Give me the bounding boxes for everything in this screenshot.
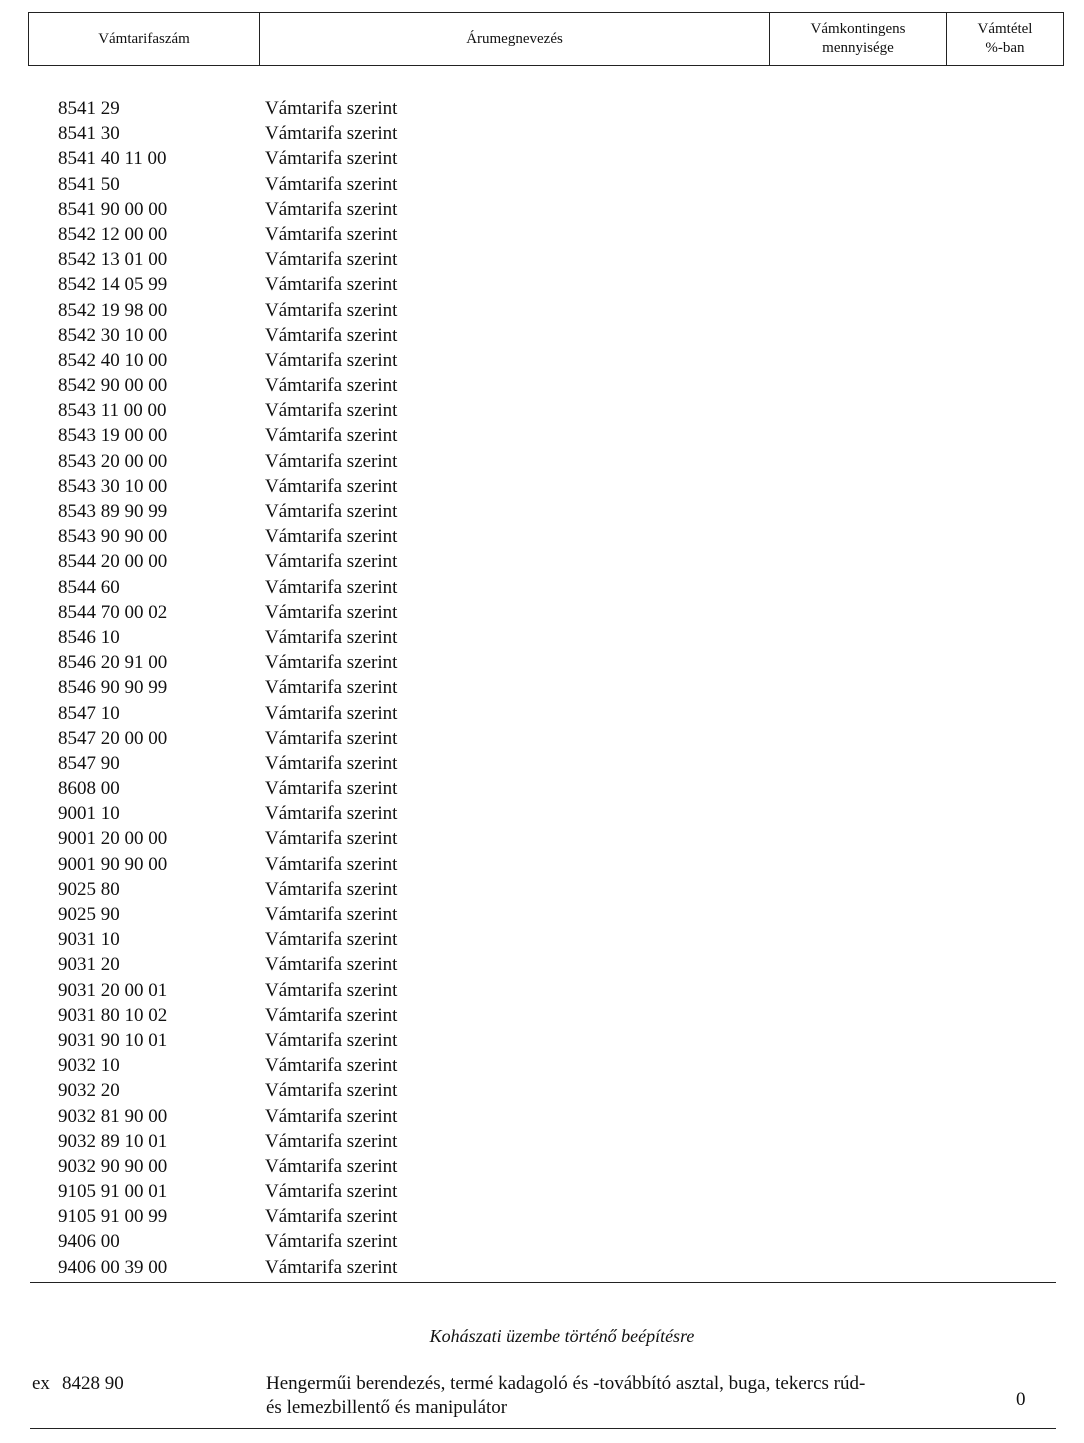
row-code: 8541 29	[58, 98, 120, 119]
table-row	[0, 1129, 1084, 1154]
table-row	[0, 726, 1084, 751]
row-code: 9001 20 00 00	[58, 828, 168, 850]
row-description: Vámtarifa szerint	[265, 123, 398, 145]
row-description: Vámtarifa szerint	[265, 803, 398, 825]
row-description: Vámtarifa szerint	[265, 450, 398, 472]
row-code: 8546 10	[58, 626, 120, 648]
table-row	[0, 146, 1084, 171]
table-row	[0, 1104, 1084, 1129]
table-row	[0, 776, 1084, 801]
row-code: 9031 10	[58, 929, 120, 951]
row-description: Vámtarifa szerint	[265, 929, 398, 951]
bottom-rule	[30, 1428, 1056, 1429]
row-code: 9031 90 10 01	[58, 1029, 168, 1051]
table-row	[0, 272, 1084, 297]
row-code: 9025 90	[58, 904, 120, 925]
row-description: Vámtarifa szerint	[265, 475, 398, 497]
row-code: 8541 90 00 00	[58, 198, 168, 220]
row-description: Vámtarifa szerint	[265, 349, 398, 371]
row-code: 9105 91 00 01	[58, 1181, 168, 1203]
row-code: 8547 20 00 00	[58, 727, 168, 749]
row-code: 9001 10	[58, 803, 120, 825]
table-row	[0, 398, 1084, 423]
row-description: Vámtarifa szerint	[265, 702, 398, 724]
row-code: 8543 89 90 99	[58, 501, 168, 522]
row-description: Vámtarifa szerint	[265, 274, 398, 296]
table-row	[0, 549, 1084, 574]
row-code: 8542 14 05 99	[58, 274, 168, 296]
row-code: 9032 81 90 00	[58, 1105, 168, 1127]
row-description: Vámtarifa szerint	[265, 1105, 398, 1127]
table-row	[0, 121, 1084, 146]
table-row	[0, 524, 1084, 549]
row-code: 9031 80 10 02	[58, 1004, 168, 1026]
row-code: 8541 40 11 00	[58, 148, 167, 170]
row-description: Vámtarifa szerint	[265, 904, 398, 925]
table-row	[0, 474, 1084, 499]
row-code: 8608 00	[58, 778, 120, 800]
row-description: Vámtarifa szerint	[265, 501, 398, 522]
header-quota-quantity: Vámkontingens mennyisége	[770, 13, 947, 65]
table-row	[0, 298, 1084, 323]
table-row	[0, 675, 1084, 700]
table-row	[0, 323, 1084, 348]
row-code: 8542 13 01 00	[58, 249, 168, 271]
row-code: 8543 11 00 00	[58, 400, 167, 422]
row-code: 8543 20 00 00	[58, 450, 168, 472]
table-row	[0, 927, 1084, 952]
row-code: 8544 70 00 02	[58, 601, 168, 623]
entry-description: Hengerműi berendezés, termé kadagoló és -továbbító asztal, buga, tekercs rúd- és lemezbillentő és manipulátor	[266, 1373, 866, 1418]
row-description: Vámtarifa szerint	[265, 198, 398, 220]
row-code: 8543 19 00 00	[58, 425, 168, 447]
entry-code: 8428 90	[62, 1373, 124, 1394]
row-code: 9025 80	[58, 878, 120, 900]
row-code: 8544 60	[58, 576, 120, 598]
row-description: Vámtarifa szerint	[265, 576, 398, 598]
table-row	[0, 499, 1084, 524]
row-description: Vámtarifa szerint	[265, 601, 398, 623]
entry-prefix: ex	[32, 1373, 50, 1394]
table-row	[0, 701, 1084, 726]
table-row	[0, 575, 1084, 600]
section-title: Kohászati üzembe történő beépítésre	[429, 1326, 695, 1346]
table-row	[0, 826, 1084, 851]
row-description: Vámtarifa szerint	[265, 223, 398, 245]
table-row	[0, 348, 1084, 373]
row-code: 8544 20 00 00	[58, 551, 168, 573]
table-row	[0, 1154, 1084, 1179]
row-code: 8542 19 98 00	[58, 299, 168, 321]
row-description: Vámtarifa szerint	[265, 979, 398, 1001]
table-row	[0, 978, 1084, 1003]
row-code: 9406 00	[58, 1231, 120, 1253]
table-row	[0, 449, 1084, 474]
table-row	[0, 1229, 1084, 1254]
row-code: 9032 10	[58, 1055, 120, 1077]
table-row	[0, 1255, 1084, 1280]
row-description: Vámtarifa szerint	[265, 299, 398, 321]
row-description: Vámtarifa szerint	[265, 1029, 398, 1051]
table-row	[0, 1003, 1084, 1028]
row-description: Vámtarifa szerint	[265, 249, 398, 271]
header-goods-description: Árumegnevezés	[260, 13, 770, 65]
table-row	[0, 1179, 1084, 1204]
table-row	[0, 1078, 1084, 1103]
row-description: Vámtarifa szerint	[265, 828, 398, 850]
row-description: Vámtarifa szerint	[265, 173, 398, 195]
row-description: Vámtarifa szerint	[265, 1231, 398, 1253]
row-description: Vámtarifa szerint	[265, 551, 398, 573]
row-description: Vámtarifa szerint	[265, 1256, 398, 1278]
row-code: 8542 30 10 00	[58, 324, 168, 346]
row-description: Vámtarifa szerint	[265, 752, 398, 774]
header-duty-rate: Vámtétel %-ban	[977, 21, 1033, 56]
row-code: 8546 90 90 99	[58, 677, 168, 699]
header-tariff-number: Vámtarifaszám	[29, 13, 260, 65]
table-row	[0, 650, 1084, 675]
table-row	[0, 852, 1084, 877]
tariff-rows	[0, 96, 1084, 1280]
table-row	[0, 96, 1084, 121]
row-code: 9032 20	[58, 1080, 120, 1102]
table-row	[0, 600, 1084, 625]
row-code: 8542 40 10 00	[58, 349, 168, 371]
entry-rate: 0	[1016, 1389, 1026, 1410]
table-header	[28, 12, 1064, 66]
row-code: 8541 30	[58, 123, 120, 145]
row-description: Vámtarifa szerint	[265, 853, 398, 875]
table-row	[0, 902, 1084, 927]
row-code: 9032 90 90 00	[58, 1155, 168, 1177]
row-description: Vámtarifa szerint	[265, 727, 398, 749]
row-description: Vámtarifa szerint	[265, 324, 398, 346]
row-description: Vámtarifa szerint	[265, 1206, 398, 1228]
row-code: 9105 91 00 99	[58, 1206, 168, 1228]
table-row	[0, 877, 1084, 902]
table-row	[0, 952, 1084, 977]
table-row	[0, 222, 1084, 247]
row-code: 8543 30 10 00	[58, 475, 168, 497]
row-code: 8547 10	[58, 702, 120, 724]
table-row	[0, 801, 1084, 826]
row-description: Vámtarifa szerint	[265, 677, 398, 699]
row-code: 9406 00 39 00	[58, 1256, 168, 1278]
table-row	[0, 1053, 1084, 1078]
row-description: Vámtarifa szerint	[265, 778, 398, 800]
table-row	[0, 197, 1084, 222]
table-row	[0, 1028, 1084, 1053]
row-code: 9031 20 00 01	[58, 979, 168, 1001]
row-description: Vámtarifa szerint	[265, 1155, 398, 1177]
row-description: Vámtarifa szerint	[265, 526, 398, 548]
row-description: Vámtarifa szerint	[265, 1130, 398, 1152]
row-description: Vámtarifa szerint	[265, 1080, 398, 1102]
row-description: Vámtarifa szerint	[265, 626, 398, 648]
row-description: Vámtarifa szerint	[265, 425, 398, 447]
section-divider	[30, 1282, 1056, 1283]
row-description: Vámtarifa szerint	[265, 1055, 398, 1077]
row-code: 9031 20	[58, 954, 120, 976]
row-description: Vámtarifa szerint	[265, 375, 398, 397]
row-description: Vámtarifa szerint	[265, 954, 398, 976]
row-description: Vámtarifa szerint	[265, 400, 398, 422]
table-row	[0, 247, 1084, 272]
table-row	[0, 172, 1084, 197]
row-code: 8546 20 91 00	[58, 652, 168, 674]
row-description: Vámtarifa szerint	[265, 98, 398, 119]
row-code: 8543 90 90 00	[58, 526, 168, 548]
row-description: Vámtarifa szerint	[265, 878, 398, 900]
table-row	[0, 625, 1084, 650]
table-row	[0, 1204, 1084, 1229]
table-row	[0, 373, 1084, 398]
row-code: 8541 50	[58, 173, 120, 195]
table-row	[0, 751, 1084, 776]
row-description: Vámtarifa szerint	[265, 148, 398, 170]
row-description: Vámtarifa szerint	[265, 652, 398, 674]
row-code: 9001 90 90 00	[58, 853, 168, 875]
row-code: 8542 12 00 00	[58, 223, 168, 245]
table-row	[0, 423, 1084, 448]
row-description: Vámtarifa szerint	[265, 1004, 398, 1026]
row-code: 9032 89 10 01	[58, 1130, 168, 1152]
row-code: 8542 90 00 00	[58, 375, 168, 397]
row-code: 8547 90	[58, 752, 120, 774]
row-description: Vámtarifa szerint	[265, 1181, 398, 1203]
